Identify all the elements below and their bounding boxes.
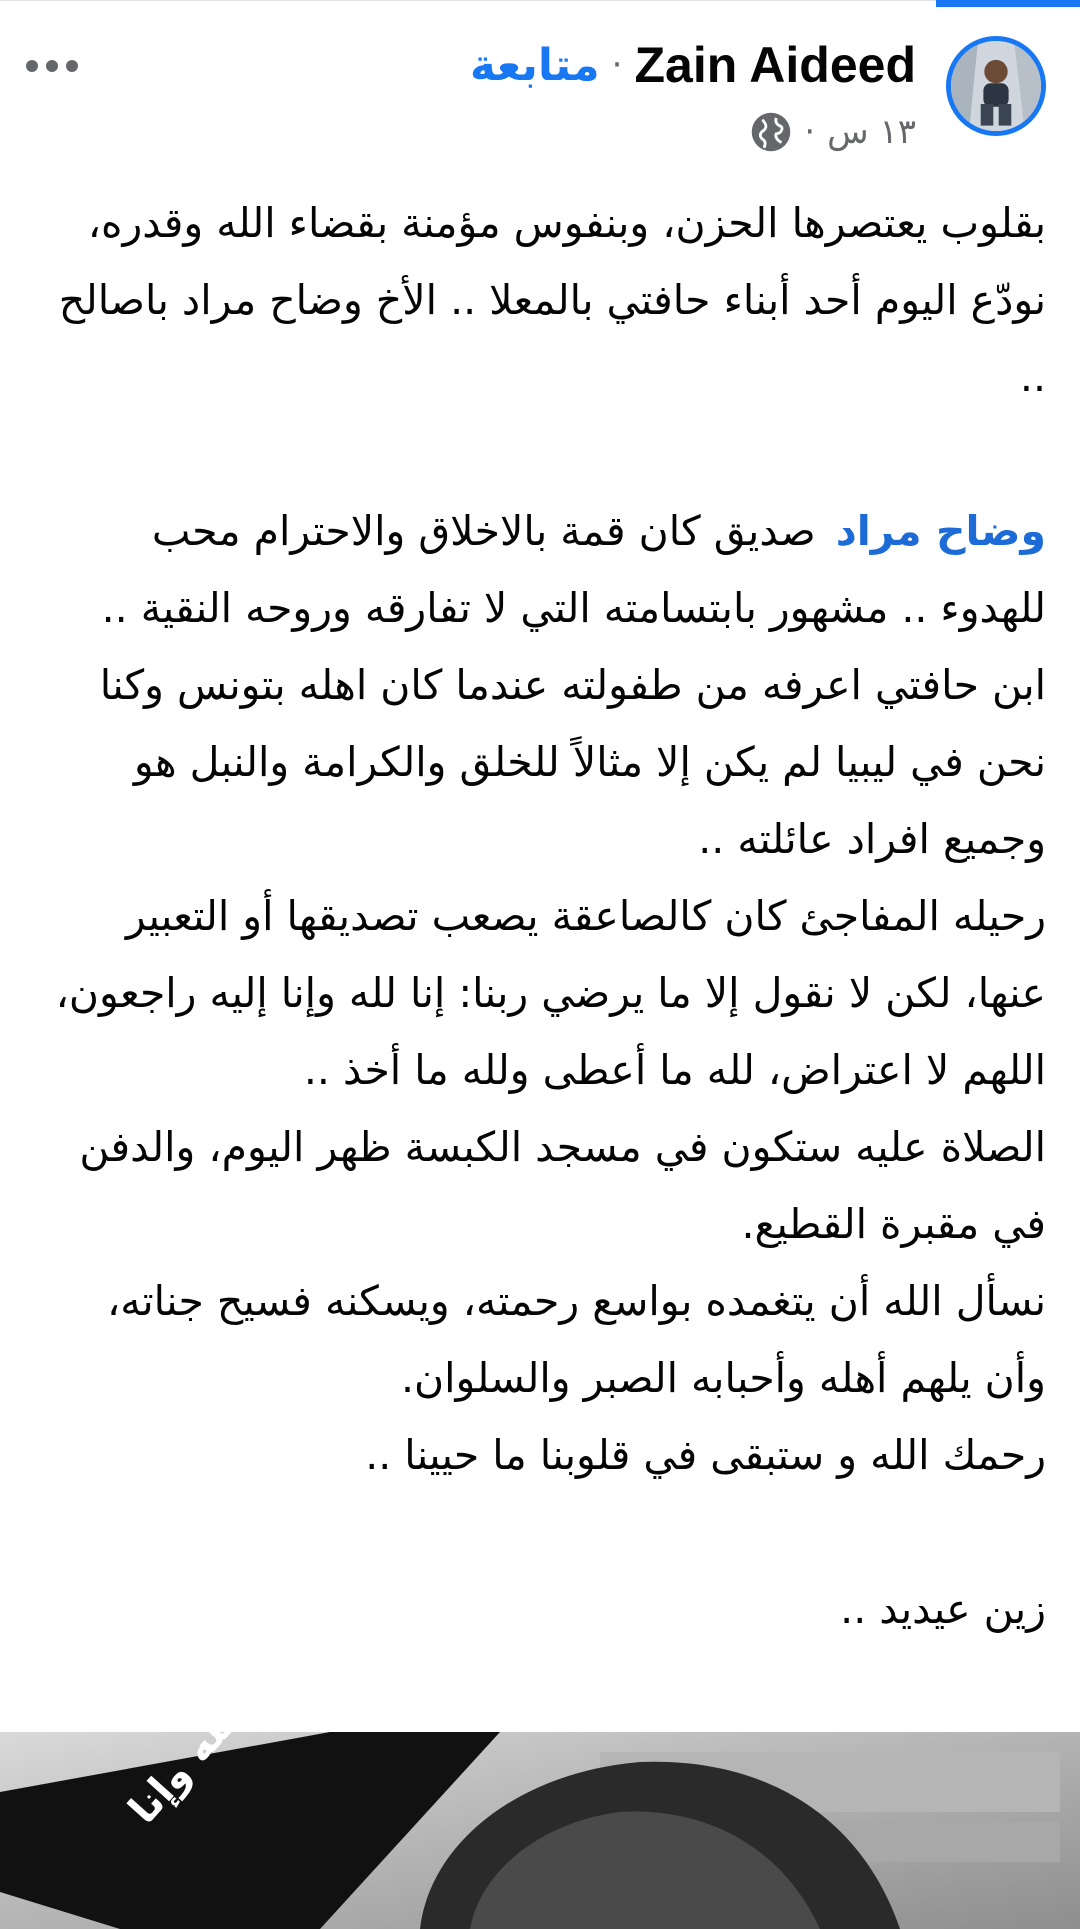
separator-dot: · xyxy=(611,45,623,85)
active-tab-indicator xyxy=(936,0,1080,7)
post-paragraph-text: صديق كان قمة بالاخلاق والاحترام محب للهدوء .. مشهور بابتسامته التي لا تفارقه وروحه النقية .. xyxy=(101,507,1046,632)
post-paragraph: الصلاة عليه ستكون في مسجد الكبسة ظهر اليوم، والدفن في مقبرة القطيع. xyxy=(79,1123,1046,1248)
post-paragraph: ابن حافتي اعرفه من طفولته عندما كان اهله بتونس وكنا نحن في ليبيا لم يكن إلا مثالاً للخلق والكرامة والنبل هو وجميع افراد عائلته .. xyxy=(99,661,1046,863)
more-dot xyxy=(46,60,58,72)
post-image[interactable] xyxy=(0,1732,1080,1929)
post-time[interactable]: ١٣ س xyxy=(827,112,916,152)
post-paragraph: بقلوب يعتصرها الحزن، وبنفوس مؤمنة بقضاء الله وقدره، نودّع اليوم أحد أبناء حافتي بالمعلا .. الأخ وضاح مراد باصالح .. xyxy=(58,199,1046,401)
top-divider xyxy=(0,0,1080,9)
more-dot xyxy=(66,60,78,72)
post-meta xyxy=(750,108,916,156)
more-options-icon[interactable] xyxy=(26,60,78,72)
post-paragraph xyxy=(36,493,1046,647)
post-signature: زين عيديد .. xyxy=(840,1585,1046,1633)
author-name[interactable]: Zain Aideed xyxy=(634,37,916,93)
meta-separator: · xyxy=(804,112,816,152)
post-body xyxy=(36,185,1046,1648)
more-dot xyxy=(26,60,38,72)
author-avatar[interactable] xyxy=(946,36,1046,136)
mention-link[interactable]: وضاح مراد xyxy=(835,507,1046,555)
post-paragraph: نسأل الله أن يتغمده بواسع رحمته، ويسكنه فسيح جناته، وأن يلهم أهله وأحبابه الصبر والسلوان. xyxy=(107,1277,1046,1402)
post-paragraph: رحيله المفاجئ كان كالصاعقة يصعب تصديقها أو التعبير عنها، لكن لا نقول إلا ما يرضي ربنا: إنا لله وإنا إليه راجعون، اللهم لا اعتراض، لله ما أعطى ولله ما أخذ .. xyxy=(55,892,1046,1094)
globe-icon xyxy=(750,111,792,153)
avatar-photo xyxy=(951,41,1041,131)
follow-button[interactable]: متابعة xyxy=(469,39,600,91)
post-header xyxy=(0,30,1080,160)
author-line xyxy=(470,34,916,96)
post-paragraph: رحمك الله و ستبقى في قلوبنا ما حيينا .. xyxy=(365,1431,1046,1479)
